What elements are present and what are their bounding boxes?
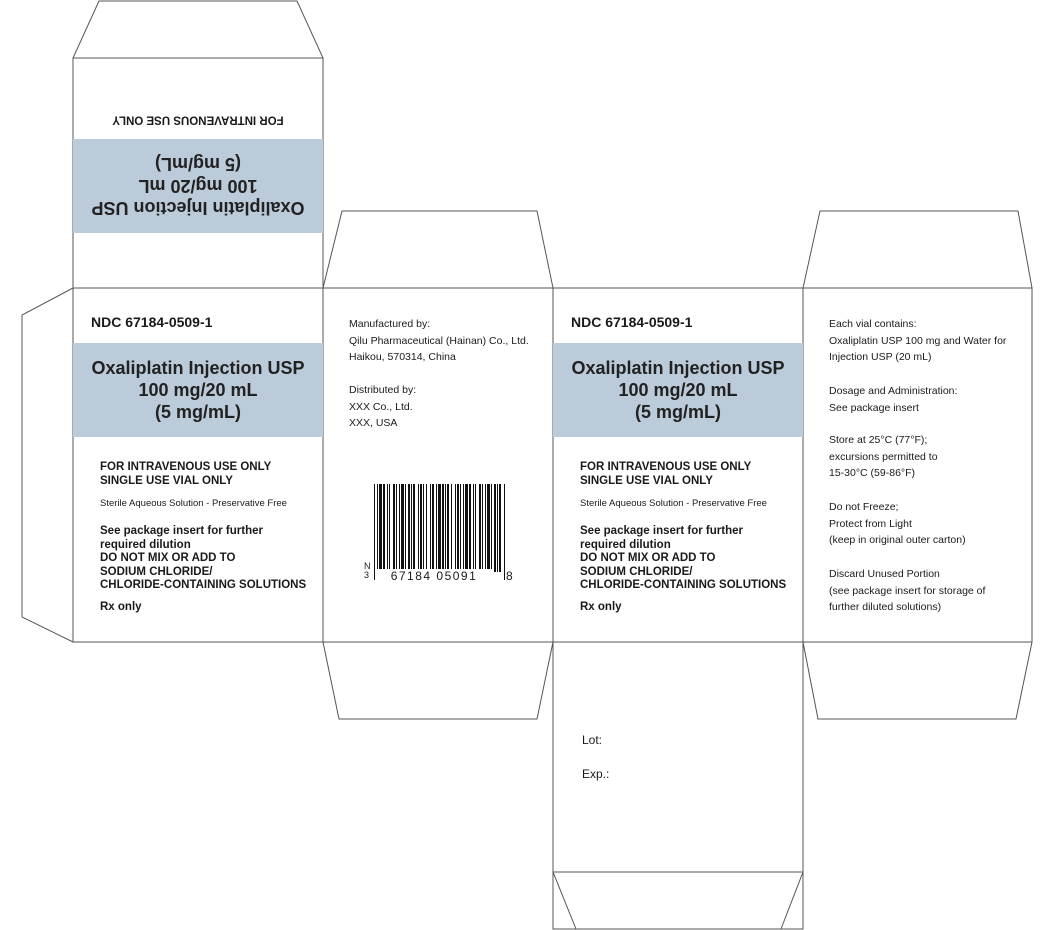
back-rx: Rx only <box>580 601 622 613</box>
barcode-bar <box>475 484 476 572</box>
manufacturer-info: Manufactured by: Qilu Pharmaceutical (Hainan) Co., Ltd. Haikou, 570314, China <box>349 318 529 364</box>
back-product-concentration: (5 mg/mL) <box>634 402 721 422</box>
vial-contents: Each vial contains: Oxaliplatin USP 100 mg and Water for Injection USP (20 mL) <box>829 318 1007 364</box>
barcode-bar <box>485 484 486 572</box>
barcode-bar <box>423 484 424 572</box>
barcode-bar <box>387 484 388 572</box>
barcode-bar <box>399 484 400 572</box>
back-solution: Sterile Aqueous Solution - Preservative Free <box>580 498 767 509</box>
back-product-band <box>553 343 803 437</box>
barcode-bar <box>445 484 446 572</box>
barcode-bar <box>455 484 456 572</box>
barcode-bar <box>494 484 496 572</box>
barcode-bar <box>497 484 498 572</box>
barcode-bar <box>487 484 490 572</box>
barcode-left-digit: N 3 <box>364 561 371 580</box>
front-solution: Sterile Aqueous Solution - Preservative Free <box>100 498 287 509</box>
front-product-name: Oxaliplatin Injection USP <box>91 358 305 378</box>
barcode-bar <box>389 484 390 572</box>
barcode-bar <box>499 484 501 572</box>
barcode-bar <box>438 484 441 580</box>
barcode-bar <box>374 484 375 580</box>
discard-info: Discard Unused Portion (see package insert for storage of further diluted solutions) <box>829 568 986 614</box>
barcode-bar <box>377 484 378 580</box>
barcode-bar <box>411 484 412 572</box>
front-route: FOR INTRAVENOUS USE ONLY SINGLE USE VIAL ONLY <box>100 461 272 487</box>
storage-info: Store at 25°C (77°F); excursions permitted to 15-30°C (59-86°F) <box>829 434 938 480</box>
front-rx: Rx only <box>100 601 142 613</box>
front-product-band <box>73 343 323 437</box>
barcode-bar <box>430 484 431 572</box>
barcode-digits: 67184 05091 <box>376 569 492 583</box>
barcode-bar <box>408 484 410 572</box>
barcode-bar <box>465 484 468 572</box>
dosage-info: Dosage and Administration: See package insert <box>829 385 958 414</box>
barcode-bar <box>457 484 459 572</box>
barcode-bar <box>383 484 385 572</box>
barcode-bar <box>401 484 404 572</box>
barcode-bar <box>479 484 481 572</box>
back-ndc: NDC 67184-0509-1 <box>571 314 693 330</box>
barcode-bar <box>451 484 452 572</box>
barcode-bar <box>442 484 444 572</box>
barcode-bar <box>432 484 434 572</box>
back-product-name: Oxaliplatin Injection USP <box>571 358 785 378</box>
barcode-bar <box>463 484 464 572</box>
barcode-bar <box>420 484 422 572</box>
barcode-bar <box>405 484 406 572</box>
lot-label: Lot: <box>582 733 603 747</box>
barcode-bar <box>379 484 382 572</box>
back-product-strength: 100 mg/20 mL <box>618 380 738 400</box>
top-flap-route: FOR INTRAVENOUS USE ONLY <box>112 113 284 126</box>
top-flap-product-name: Oxaliplatin Injection USP 100 mg/20 mL (5 mg/mL) <box>91 154 305 218</box>
barcode-bar <box>491 484 492 572</box>
barcode-bar <box>504 484 505 580</box>
barcode-bar <box>460 484 461 572</box>
back-warnings: See package insert for further required dilution DO NOT MIX OR ADD TO SODIUM CHLORIDE/ CHLORIDE-CONTAINING SOLUTIONS <box>580 525 787 591</box>
distributor-info: Distributed by: XXX Co., Ltd. XXX, USA <box>349 384 417 430</box>
handling-info: Do not Freeze; Protect from Light (keep in original outer carton) <box>829 501 966 547</box>
barcode-bar <box>473 484 474 572</box>
barcode-bar <box>447 484 449 572</box>
exp-label: Exp.: <box>582 767 610 781</box>
barcode-bar <box>418 484 419 572</box>
barcode-bar <box>469 484 471 572</box>
barcode-bar <box>426 484 427 572</box>
barcode-bar <box>436 484 437 572</box>
back-route: FOR INTRAVENOUS USE ONLY SINGLE USE VIAL ONLY <box>580 461 752 487</box>
front-product-strength: 100 mg/20 mL <box>138 380 258 400</box>
front-product-concentration: (5 mg/mL) <box>154 402 241 422</box>
barcode-bar <box>396 484 397 572</box>
barcode-bar <box>393 484 395 572</box>
barcode-bar <box>413 484 415 572</box>
barcode-check-digit: 8 <box>506 569 513 583</box>
front-warnings: See package insert for further required dilution DO NOT MIX OR ADD TO SODIUM CHLORIDE/ CHLORIDE-CONTAINING SOLUTIONS <box>100 525 307 591</box>
front-ndc: NDC 67184-0509-1 <box>91 314 213 330</box>
barcode-bar <box>482 484 483 572</box>
